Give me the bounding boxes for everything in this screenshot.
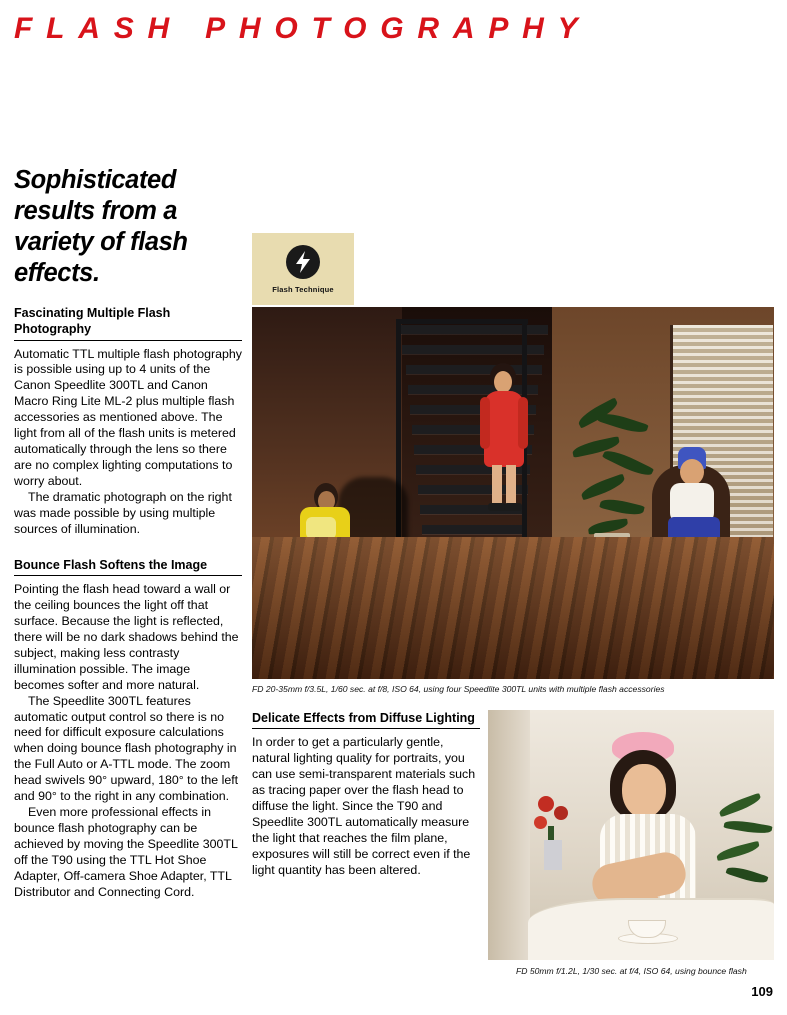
lightning-bolt-icon xyxy=(286,245,320,279)
page-headline: Sophisticated results from a variety of flash effects. xyxy=(14,166,188,288)
photo-main-scene xyxy=(252,307,774,679)
paragraph: The Speedlite 300TL features automatic output control so there is no need for difficult exposure calculations when doing bounce flash photography in the Full Auto or A-TTL mode. The zoom head swivels 90° upward, 180° to the left and 90° to the right in any combination. xyxy=(14,693,239,804)
photo-plant xyxy=(570,403,662,553)
flash-technique-badge xyxy=(252,233,354,305)
paragraph: Pointing the flash head toward a wall or the ceiling bounces the light off that surface. Because the light is reflected, there will be no dark shadows behind the subject, making less contrasty illumination possible. The image becomes softer and more natural. xyxy=(14,582,239,692)
flash-technique-badge-label: Flash Technique xyxy=(272,284,334,294)
running-head: FLASH PHOTOGRAPHY xyxy=(14,12,592,45)
paragraph: The dramatic photograph on the right was made possible by using multiple sources of illumination. xyxy=(14,489,232,536)
section-heading-multiple-flash: Fascinating Multiple Flash Photography xyxy=(14,305,242,341)
mid-text-column xyxy=(252,710,480,879)
photo2-face xyxy=(622,764,666,818)
section-heading-delicate-effects: Delicate Effects from Diffuse Lighting xyxy=(252,710,480,729)
photo-multiple-flash xyxy=(252,307,774,679)
photo-main-caption: FD 20-35mm f/3.5L, 1/60 sec. at f/8, ISO 64, using four Speedlite 300TL units with multiple flash accessories xyxy=(252,684,665,694)
paragraph: Even more professional effects in bounce flash photography can be achieved by moving the Speedlite 300TL off the T90 using the TTL Hot Shoe Adapter, Off-camera Shoe Adapter, TTL Distributor and Connecting Cord. xyxy=(14,805,238,899)
photo-floor-gloss xyxy=(252,537,774,679)
photo2-vase xyxy=(544,840,562,870)
left-text-column xyxy=(14,305,242,901)
photo-bounce-flash xyxy=(488,710,774,960)
paragraph: In order to get a particularly gentle, natural lighting quality for portraits, you can use semi-transparent materials such as tracing paper over the flash head to diffuse the light. Since the T90 and Speedlite 300TL automatically measure the light that reaches the film plane, exposures will still be correct even if the light quantity has been altered. xyxy=(252,735,476,877)
photo-figure-red xyxy=(474,363,534,513)
photo-second-caption: FD 50mm f/1.2L, 1/30 sec. at f/4, ISO 64, using bounce flash xyxy=(516,966,747,976)
photo2-wall-corner xyxy=(488,710,530,960)
paragraph: Automatic TTL multiple flash photography is possible using up to 4 units of the Canon Speedlite 300TL and Canon Macro Ring Lite ML-2 plus multiple flash accessories as mentioned above. The light from all of the flash units is metered automatically through the lens so there are no complex lighting computations to worry about. xyxy=(14,346,242,488)
page-number: 109 xyxy=(751,984,773,999)
section-heading-bounce-flash: Bounce Flash Softens the Image xyxy=(14,557,242,576)
